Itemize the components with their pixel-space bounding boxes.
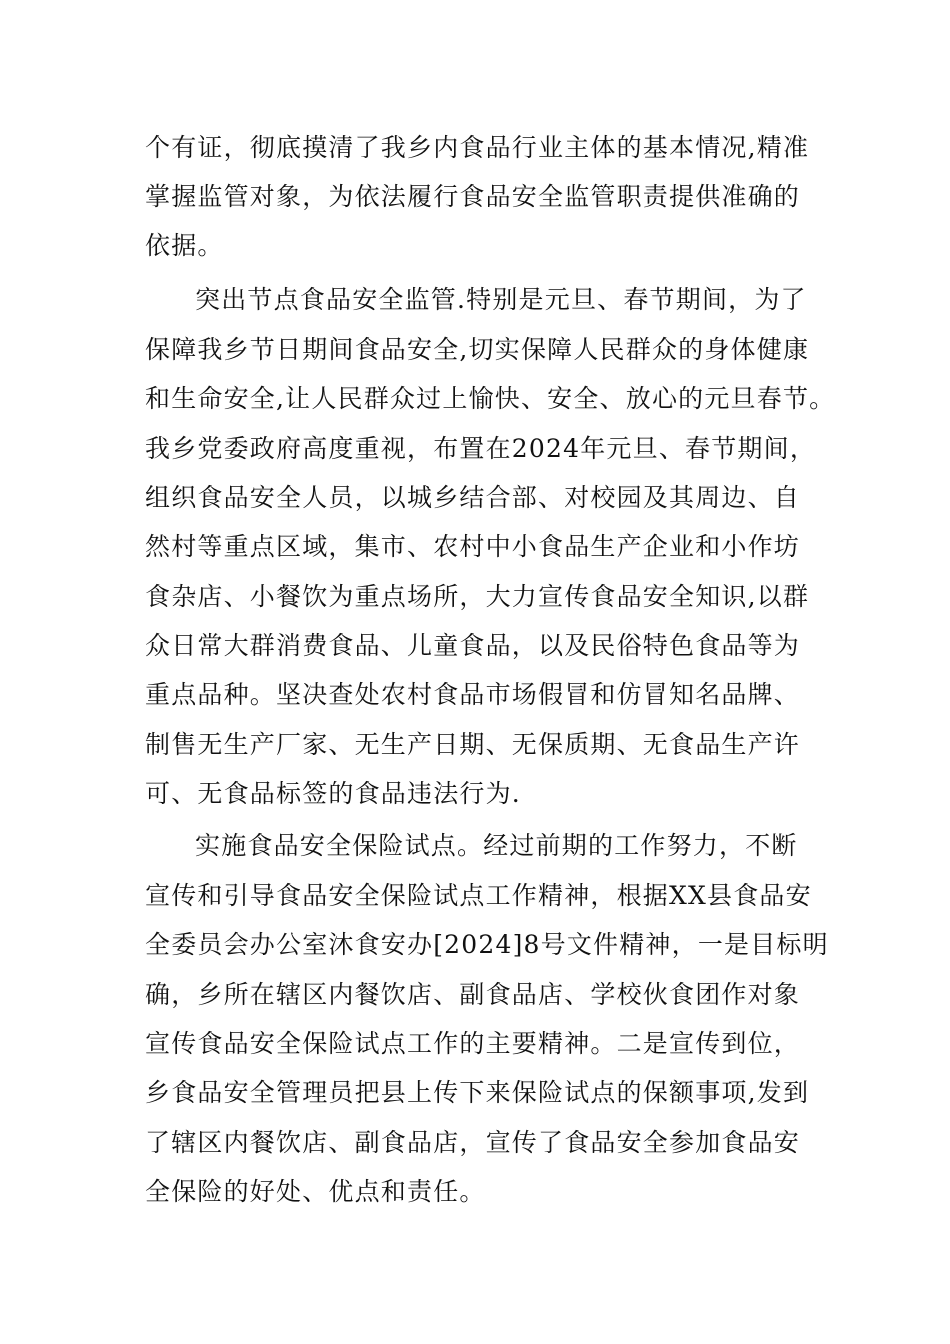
text-line: 然村等重点区域，集市、农村中小食品生产企业和小作坊 (145, 532, 801, 561)
text-line: 了辖区内餐饮店、副食品店，宣传了食品安全参加食品安 (145, 1128, 801, 1157)
text-line: 保障我乡节日期间食品安全,切实保障人民群众的身体健康 (145, 335, 810, 364)
text-line: 乡食品安全管理员把县上传下来保险试点的保额事项,发到 (145, 1078, 810, 1107)
text-line: 确，乡所在辖区内餐饮店、副食品店、学校伙食团作对象 (145, 980, 801, 1009)
text-line: 食杂店、小餐饮为重点场所，大力宣传食品安全知识,以群 (145, 582, 810, 611)
text-line: 制售无生产厂家、无生产日期、无保质期、无食品生产许 (145, 730, 801, 759)
text-line: 全委员会办公室沐食安办[2024]8号文件精神，一是目标明 (145, 930, 829, 959)
text-line: 个有证，彻底摸清了我乡内食品行业主体的基本情况,精准 (145, 133, 810, 162)
text-line: 和生命安全,让人民群众过上愉快、安全、放心的元旦春节。 (145, 384, 836, 413)
text-line: 组织食品安全人员，以城乡结合部、对校园及其周边、自 (145, 483, 801, 512)
paragraph-first-line: 实施食品安全保险试点。经过前期的工作努力，不断 (195, 831, 798, 860)
text-line: 全保险的好处、优点和责任。 (145, 1177, 486, 1206)
text-line: 依据。 (145, 231, 224, 260)
text-line: 宣传食品安全保险试点工作的主要精神。二是宣传到位， (145, 1029, 801, 1058)
text-line: 众日常大群消费食品、儿童食品，以及民俗特色食品等为 (145, 631, 801, 660)
text-line: 我乡党委政府高度重视，布置在2024年元旦、春节期间， (145, 434, 817, 463)
text-line: 重点品种。坚决查处农村食品市场假冒和仿冒知名品牌、 (145, 680, 801, 709)
paragraph-first-line: 突出节点食品安全监管.特别是元旦、春节期间，为了 (195, 285, 807, 314)
text-line: 宣传和引导食品安全保险试点工作精神，根据XX县食品安 (145, 881, 812, 910)
text-line: 掌握监管对象，为依法履行食品安全监管职责提供准确的 (145, 182, 801, 211)
text-line: 可、无食品标签的食品违法行为. (145, 779, 521, 808)
